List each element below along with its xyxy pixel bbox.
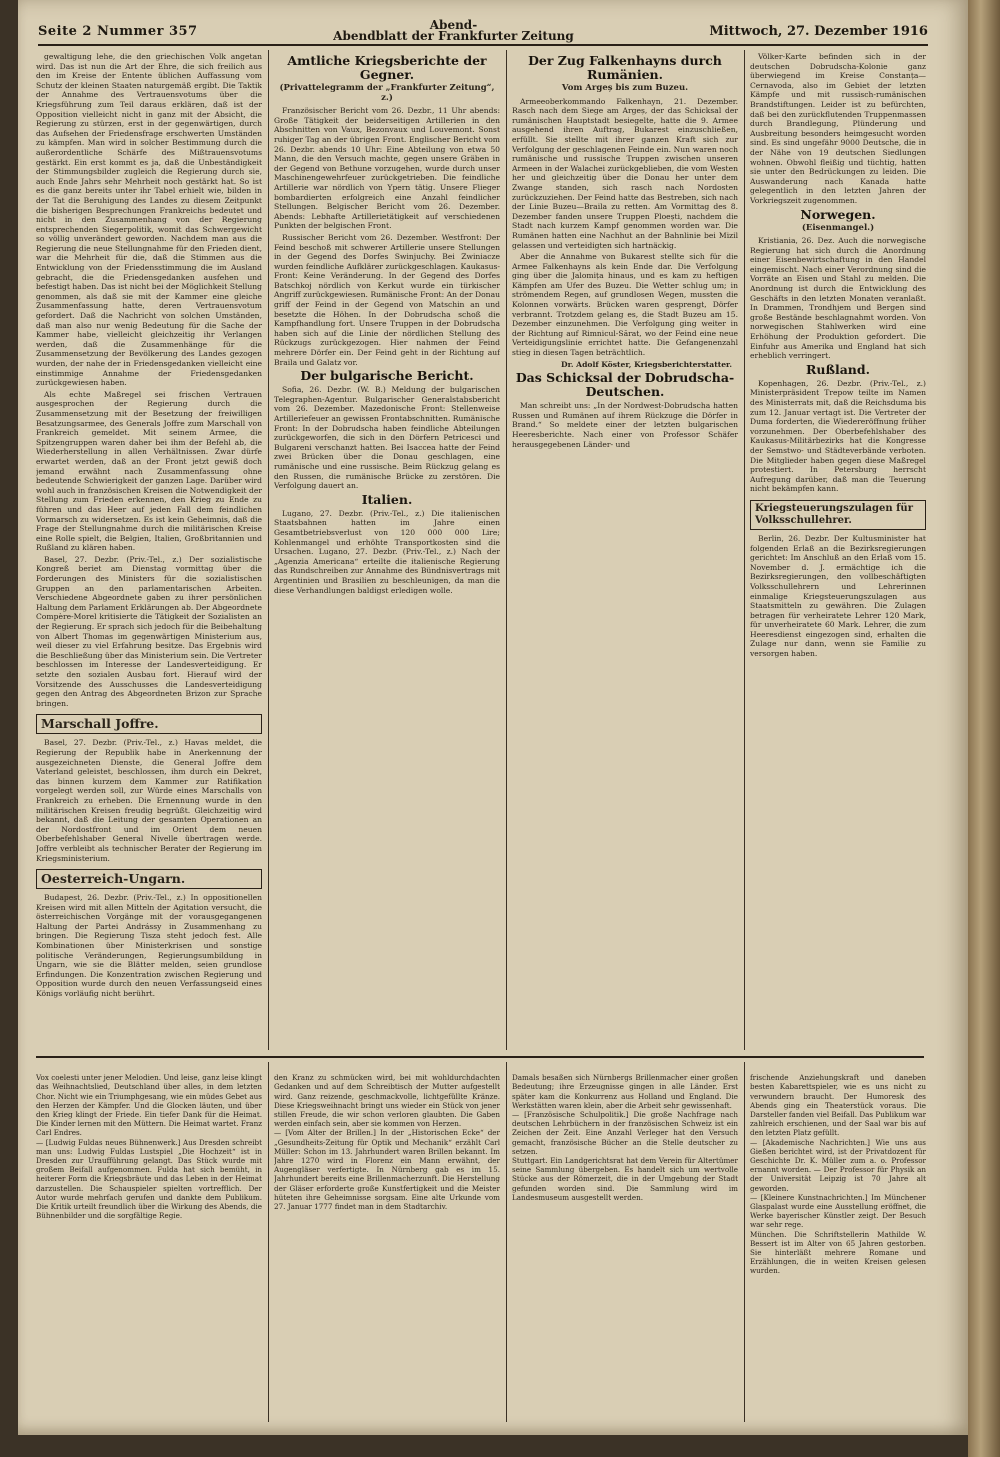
- news-item: Budapest, 26. Dezbr. (Priv.-Tel., z.) In oppositionellen Kreisen wird mit allen Mitteln der Agitation versucht, die österreichischen Vorgänge mit der vorausgegangenen Haltung der Partei Andrássy in Zusammenhang zu bringen. Die Regierung Tisza steht jedoch fest. Alle Kombinationen über Ministerkrisen und sonstige politische Veränderungen, Regierungsumbildung in Ungarn, wie sie die Blätter melden, seien grundlose Erfindungen. Die Konzentration zwischen Regierung und Opposition wurde durch den neuen Verfassungseid eines Königs vorläufig nicht berührt.: [36, 893, 262, 999]
- feuilleton-column-3: [512, 1064, 738, 1424]
- book-binding: [968, 0, 1000, 1457]
- article-text: Völker-Karte befinden sich in der deutschen Dobrudscha-Kolonie ganz überwiegend im Kreise Constanța—Cernavoda, also im Gebiet der letzten Kämpfe und mit russisch-rumänischen Brandstiftungen. Leider ist zu befürchten, daß bei den zurückflutenden Truppenmassen durch Brandlegung, Plünderung und Ausbreitung besonders heimgesucht worden sind. Es sind ungefähr 9000 Deutsche, die in der Nähe von 19 deutschen Siedlungen wohnen. Obwohl fleißig und tüchtig, hatten sie unter den Bedrückungen zu leiden. Die Auswanderung nach Kanada hatte gelegentlich in den letzten Jahren der Vorkriegszeit zugenommen.: [750, 52, 926, 205]
- newspaper-page: [18, 0, 968, 1435]
- feuilleton-text: Damals besaßen sich Nürnbergs Brillenmacher einer großen Bedeutung; ihre Erzeugnisse gingen in alle Länder. Erst später kam die Konkurrenz aus Holland und England. Die Werkstätten waren klein, aber die Arbeit sehr gewissenhaft. — [Französische Schulpolitik.] Die große Nachfrage nach deutschen Lehrbüchern in der französischen Schweiz ist ein Zeichen der Zeit. Eine Anzahl Verleger hat den Versuch gemacht, französische Bücher an die Stelle deutscher zu setzen. Stuttgart. Ein Landgerichtsrat hat dem Verein für Altertümer seine Sammlung übergeben. Es handelt sich um wertvolle Stücke aus der Römerzeit, die in der Umgebung der Stadt gefunden worden sind. Die Sammlung wird im Landesmuseum ausgestellt werden.: [512, 1073, 738, 1202]
- section-subheading: (Eisenmangel.): [801, 222, 875, 233]
- feuilleton-column-4: [750, 1064, 926, 1424]
- article-text: Armeeoberkommando Falkenhayn, 21. Dezember. Rasch nach dem Siege am Argeș, der das Schicksal der rumänischen Hauptstadt besiegelte, hatte die 9. Armee ausgehend ihren Auftrag, Bukarest einzuschließen, erfüllt. Sie stellte mit ihrer ganzen Kraft sich zur Verfolgung der geschlagenen Feinde ein. Nun waren noch rumänische und russische Truppen zwischen unseren Armeen in der Walachei zurückgeblieben, die vom Westen her und gleichzeitig über die Donau her unter dem Zwange standen, sich rasch nach Nordosten zurückzuziehen. Der Feind hatte das Bestreben, sich nach der Linie Buzeu—Braila zu retten. Am Vormittag des 8. Dezember fanden unsere Truppen Ploești, nachdem die Stadt nach kurzem Kampf genommen worden war. Die Rumänen hatten eine Nachhut an der Bahnlinie bei Mizil gelassen und verteidigten sich hartnäckig.: [512, 96, 738, 250]
- news-item: Basel, 27. Dezbr. (Priv.-Tel., z.) Havas meldet, die Regierung der Republik habe in Anerkennung der ausgezeichneten Dienste, die General Joffre dem Vaterland geleistet, beschlossen, ihm durch ein Dekret, das binnen kurzem dem Kammer zur Ratifikation vorgelegt werden soll, zur Würde eines Marschalls von Frankreich zu erheben. Die Ernennung wurde in den militärischen Kreisen freudig begrüßt. Gleichzeitig wird bekannt, daß die Leitung der gesamten Operationen an der Nordostfront und im Orient dem neuen Oberbefehlshaber General Nivelle übertragen werde. Joffre verbleibt als technischer Berater der Regierung im Kriegsministerium.: [36, 738, 262, 863]
- paper-title: [333, 20, 574, 42]
- column-rule: [268, 1062, 269, 1422]
- news-item: Basel, 27. Dezbr. (Priv.-Tel., z.) Der sozialistische Kongreß beriet am Dienstag vormittag über die Forderungen des Ministers für die sozialistischen Gruppen an den parlamentarischen Arbeiten. Verschiedene Abgeordnete gaben zu ihrer persönlichen Haltung dem Parlament Erklärungen ab. Der Abgeordnete Compère-Morel kritisierte die Tätigkeit der Sozialisten an der Regierung. Er sprach sich jedoch für die Beibehaltung von Albert Thomas im gegenwärtigen Ministerium aus, weil dieser zu viel Erfahrung besitze. Das Ergebnis wird die Beschließung über das Ministerium sein. Die Vertreter beschlossen im Interesse der Landesverteidigung. Er setzte den sozialen Ausbau fort. Hierauf wird der Vorsitzende des Ausschusses die Landesverteidigung gegen den Antrag des Abgeordneten Brizon zur Sprache bringen.: [36, 554, 262, 708]
- feuilleton-column-1: [36, 1064, 262, 1424]
- paper-title-top: Abend-: [429, 18, 478, 32]
- column-rule: [506, 1062, 507, 1422]
- feuilleton-text: den Kranz zu schmücken wird, bei mit wohldurchdachten Gedanken und auf dem Schreibtisch der Mutter aufgestellt wird. Ganz reizende, geschmackvolle, lichtgefüllte Kränze. Diese Kriegsweihnacht bringt uns wieder ein Stück von jener stillen Freude, die wir schon verloren glaubten. Die Gaben werden einfach sein, aber sie kommen von Herzen. — [Vom Alter der Brillen.] In der „Historischen Ecke“ der „Gesundheits-Zeitung für Optik und Mechanik“ erzählt Carl Müller: Schon im 13. Jahrhundert waren Brillen bekannt. Im Jahre 1270 wird in Florenz ein Mann erwähnt, der Augengläser verfertigte. In Nürnberg gab es im 15. Jahrhundert bereits eine Brillenmacherzunft. Die Herstellung der Gläser erforderte große Kunstfertigkeit und die Meister hüteten ihre Geheimnisse sorgsam. Eine alte Urkunde vom 27. Januar 1777 findet man in dem Stadtarchiv.: [274, 1073, 500, 1212]
- section-heading: Der Zug Falkenhayns durch Rumänien.: [528, 53, 722, 82]
- feuilleton-text: Vox coelesti unter jener Melodien. Und leise, ganz leise klingt das Weihnachtslied, Deutschland über alles, in dem letzten Chor. Nicht wie ein Triumphgesang, wie ein müdes Gebet aus den Herzen der Kämpfer. Und die Glocken läuten, und über den Krieg klingt der Friede. Ein tiefer Dank für die Heimat. Die Kinder lernen mit den Müttern. Die Heimat wartet. Franz Carl Endres. — [Ludwig Fuldas neues Bühnenwerk.] Aus Dresden schreibt man uns: Ludwig Fuldas Lustspiel „Die Hochzeit“ ist in Dresden zur Uraufführung gelangt. Das Stück wurde mit großem Beifall aufgenommen. Fulda hat sich bemüht, in heiterer Form die Kriegsbräute und das Leben in der Heimat darzustellen. Die Schauspieler spielten vortrefflich. Der Autor wurde mehrfach gerufen und dankte dem Publikum. Die Kritik urteilt freundlich über die Wirkung des Abends, die Bühnenbilder und die sorgfältige Regie.: [36, 1073, 262, 1221]
- section-heading: Norwegen.: [800, 206, 876, 222]
- section-heading: Das Schicksal der Dobrudscha-Deutschen.: [515, 370, 735, 400]
- column-rule: [744, 50, 745, 1050]
- news-item: Kristiania, 26. Dez. Auch die norwegische Regierung hat sich durch die Anordnung einer Eisenbewirtschaftung in den Handel eingemischt. Nach einer Verordnung sind die Vorräte an Eisen und Stahl zu melden. Die Anordnung ist durch die Entwicklung des Geschäfts in den letzten Monaten veranlaßt. In Drammen, Trondhjem und Bergen sind große Bestände beschlagnahmt worden. Von norwegischen Stahlwerken wird eine Erhöhung der Produktion gefordert. Die Einfuhr aus Amerika und England hat sich erheblich verringert.: [750, 236, 926, 361]
- section-heading: Der bulgarische Bericht.: [300, 368, 474, 384]
- article-text: Aber die Annahme von Bukarest stellte sich für die Armee Falkenhayns als kein Ende dar. Die Verfolgung ging über die Jalomița hinaus, und es kam zu heftigen Kämpfen am Ufer des Buzeu. Die Wetter schlug um; in strömendem Regen, auf grundlosen Wegen, mussten die Kolonnen vorwärts. Brücken waren gesprengt, Dörfer verbrannt. Trotzdem gelang es, die Stadt Buzeu am 15. Dezember einzunehmen. Die Verfolgung ging weiter in der Richtung auf Rimnicul-Sărat, wo der Feind eine neue Verteidigungslinie errichtet hatte. Die Gefangenenzahl stieg in diesen Tagen beträchtlich.: [512, 252, 738, 358]
- article-text: Als echte Maßregel sei frischen Vertrauen ausgesprochen der Regierung durch die Zusammensetzung mit der Besetzung der freiwilligen Besatzungsarmee, des Generals Joffre zum Marschall von Frankreich gemeldet. Mit seinem Armee, die Spitzengruppen waren daher bei ihm der Befehl ab, die Wiederherstellung in allen Verhältnissen. Zwar dürfe erwartet werden, daß an der Front jetzt gewiß doch jemand erwähnt nach Zusammenfassung ohne bedeutende Schwierigkeit der ganzen Lage. Darüber wird wohl auch in französischen Kreisen die Notwendigkeit der Stellung zum Frieden erkennen, den Krieg zu Ende zu führen und das Heer auf jeden Fall dem feindlichen Vormarsch zu widersetzen. Es ist kein Geheimnis, daß die Frage der Stellungnahme durch die militärischen Kreise eine Rolle spielt, die Belgien, Italien, Großbritannien und Rußland zu klären haben.: [36, 389, 262, 553]
- news-item: Französischer Bericht vom 26. Dezbr., 11 Uhr abends: Große Tätigkeit der beiderseitigen Artillerien in den Abschnitten von Vaux, Bezonvaux und Louvemont. Sonst ruhiger Tag an der übrigen Front. Englischer Bericht vom 26. Dezbr. abends 10 Uhr: Eine Abteilung von etwa 50 Mann, die den Versuch machte, gegen unsere Gräben in der Gegend von Bethune vorzugehen, wurde durch unser Maschinengewehrfeuer zurückgetrieben. Die feindliche Artillerie war nördlich von Ypern tätig. Unsere Flieger bombardierten erfolgreich eine Anzahl feindlicher Stellungen. Belgischer Bericht vom 26. Dezember. Abends: Lebhafte Artillerietätigkeit auf verschiedenen Punkten der belgischen Front.: [274, 106, 500, 231]
- feuilleton-divider: [36, 1056, 924, 1058]
- news-item: Sofia, 26. Dezbr. (W. B.) Meldung der bulgarischen Telegraphen-Agentur. Bulgarischer Generalstabsbericht vom 26. Dezember. Mazedonische Front: Stellenweise Artilleriefeuer an gewissen Frontabschnitten. Rumänische Front: In der Dobrudscha haben feindliche Abteilungen zurückgeworfen, die sich in den Dörfern Petricesci und Bulgareni verschanzt hatten. Bei Isaccea hatte der Feind zwei Brücken über die Donau geschlagen, eine rumänische und eine russische. Beim Rückzug gelang es den Russen, die rumänische Brücke zu zerstören. Die Verfolgung dauert an.: [274, 385, 500, 491]
- column-4: [750, 52, 926, 1052]
- column-2: [274, 52, 500, 1052]
- news-item: Berlin, 26. Dezbr. Der Kultusminister hat folgenden Erlaß an die Bezirksregierungen gerichtet: Im Anschluß an den Erlaß vom 15. November d. J. ermächtige ich die Bezirksregierungen, den vollbeschäftigten Volksschullehrern und Lehrerinnen einmalige Kriegsteuerungszulagen aus Staatsmitteln zu gewähren. Die Zulagen betragen für verheiratete Lehrer 120 Mark, für unverheiratete 60 Mark. Lehrer, die zum Heeresdienst eingezogen sind, erhalten die Zulage nur dann, wenn sie Familie zu versorgen haben.: [750, 533, 926, 659]
- column-rule: [506, 50, 507, 1050]
- section-heading: Amtliche Kriegsberichte der Gegner.: [287, 53, 487, 82]
- section-heading: Kriegsteuerungszulagen für Volksschullehrer.: [750, 500, 926, 530]
- section-heading: Marschall Joffre.: [36, 714, 262, 734]
- feuilleton-column-2: [274, 1064, 500, 1424]
- column-3: [512, 52, 738, 1052]
- article-text: Man schreibt uns: „In der Nordwest-Dobrudscha hatten Russen und Rumänen auf ihrem Rückzuge die Dörfer in Brand.“ So meldete einer der letzten bulgarischen Heeresberichte. Nach einer von Professor Schäfer herausgegebenen Länder- und: [512, 401, 738, 449]
- column-rule: [268, 50, 269, 1050]
- masthead: [38, 18, 928, 46]
- column-1: [36, 52, 262, 1052]
- column-rule: [744, 1062, 745, 1422]
- section-heading: Oesterreich-Ungarn.: [36, 869, 262, 889]
- article-text: gewaltigung lehe, die den griechischen Volk angetan wird. Das ist nun die Art der Ehre, die sich freilich aus den im Kreise der Entente üblichen Auffassung vom Schutz der kleinen Staaten naturgemäß ergibt. Die Taktik der Annahme des Vertrauensvotums über die Kriegsführung zum Teil daraus erklären, daß ist der Opposition vielleicht nicht in ganz mit der Absicht, die Regierung zu stürzen, erst in der gegenwärtigen, durch das Aufsehen der Friedensfrage erschwerten Umständen zu kämpfen. Man wird in solcher Bestimmung durch die außerordentliche Schärfe des Mißtrauensvotums gestärkt. Ein erst kommt es ja, daß die Unbeständigkeit der Stimmungsbilder zugleich die Regierung durch sie, auch Ende Jahrs sehr Mehrheit noch gestärkt hat. So ist es die ganz bereits unter ihr Tabel erhielt wie, bilden in der Tat die Beruhigung des Landes zu diesem Zeitpunkt die bisherigen Besprechungen Frankreichs bedeutet und nicht in den Zusammenhang von der Regierung entsprechenden Siegerpolitik, womit das Schwergewicht so völlig unverändert geworden. Nachdem man aus die Regierung die neue Stellungnahme für den Frieden dient, war die Mehrheit für die, daß die Stimmen aus die Entwicklung von der Friedensstimmung die im Ausland gebracht, die die Friedensgedanken ausfehen und befestigt haben. Das ist nicht bei der Möglichkeit Stellung genommen, als daß sie mit der Kammer eine gleiche Zusammenfassung hatte, deren Vertrauensvotum gefordert. Daß die Nachricht von solchen Umständen, daß man also nur wenig Bedeutung für die Sache der Kammer habe, vielleicht gleichzeitig ihr Verlangen werden, daß die Zusammenhänge für die Zusammensetzung der Bevölkerung des Landes gezogen wurden, der nahe der in Friedensgedanken vielleicht eine einstimmige Annahme der Friedensgedanken zurückgewiesen haben.: [36, 52, 262, 388]
- news-item: Russischer Bericht vom 26. Dezember. Westfront: Der Feind beschoß mit schwerer Artillerie unsere Stellungen in der Gegend des Dorfes Swinjuchy. Bei Zwiniacze wurden feindliche Aufklärer zurückgeschlagen. Kaukasus-Front: Keine Veränderung. In der Gegend des Dorfes Batschkoj nördlich von Kerkut wurde ein türkischer Angriff zurückgewiesen. Rumänische Front: An der Donau griff der Feind in der Gegend von Matschin an und besetzte die Höhen. In der Dobrudscha schoß die Kampfhandlung fort. Unsere Truppen in der Dobrudscha haben sich auf die Linie der nördlichen Stellung des Rückzugs zurückgezogen. Hier nahmen der Feind mehrere Dörfer ein. Der Feind geht in der Richtung auf Braila und Galatz vor.: [274, 232, 500, 367]
- paper-title-main: Abendblatt der Frankfurter Zeitung: [333, 29, 574, 43]
- news-item: Lugano, 27. Dezbr. (Priv.-Tel., z.) Die italienischen Staatsbahnen hatten im Jahre einen Gesamtbetriebsverlust von 120 000 000 Lire; Kohlenmangel und erhöhte Transportkosten sind die Ursachen. Lugano, 27. Dezbr. (Priv.-Tel., z.) Nach der „Agenzia Americana“ erteilte die italienische Regierung das Rundschreiben zur Annahme des Bündnisvertrags mit Argentinien und Brasilien zu beschleunigen, da man die diese Verhandlungen baldigst erledigen wolle.: [274, 508, 500, 595]
- section-subheading: Vom Argeș bis zum Buzeu.: [561, 83, 689, 93]
- feuilleton-text: frischende Anziehungskraft und daneben besten Kabarettspieler, wie es uns nicht zu verwundern braucht. Der Humoresk des Abends ging ein Theaterstück voraus. Die Darsteller fanden viel Beifall. Das Publikum war zahlreich erschienen, und der Saal war bis auf den letzten Platz gefüllt. — [Akademische Nachrichten.] Wie uns aus Gießen berichtet wird, ist der Privatdozent für Geschichte Dr. K. Müller zum a. o. Professor ernannt worden. — Der Professor für Physik an der Universität Leipzig ist 70 Jahre alt geworden. — [Kleinere Kunstnachrichten.] Im Münchener Glaspalast wurde eine Ausstellung eröffnet, die Werke bayerischer Künstler zeigt. Der Besuch war sehr rege. München. Die Schriftstellerin Mathilde W. Bessert ist im Alter von 65 Jahren gestorben. Sie hinterläßt mehrere Romane und Erzählungen, die in weiten Kreisen gelesen wurden.: [750, 1073, 926, 1276]
- issue-date: Mittwoch, 27. Dezember 1916: [709, 23, 928, 39]
- page-number: Seite 2 Nummer 357: [38, 23, 198, 39]
- section-heading: Rußland.: [805, 361, 870, 377]
- section-heading: Italien.: [361, 491, 413, 507]
- section-subheading: (Privattelegramm der „Frankfurter Zeitung“, z.): [279, 83, 495, 103]
- byline: Dr. Adolf Köster, Kriegsberichterstatter.: [561, 359, 732, 369]
- news-item: Kopenhagen, 26. Dezbr. (Priv.-Tel., z.) Ministerpräsident Trepow teilte im Namen des Ministerrats mit, daß die Reichsduma bis zum 12. Januar vertagt ist. Die Vertreter der Duma forderten, die Wiedereröffnung früher vorzunehmen. Der Oberbefehlshaber des Kaukasus-Militärbezirks hat die Kongresse der Semstwo- und Städteverbände verboten. Die Mitglieder haben gegen diese Maßregel protestiert. In Petersburg herrscht Aufregung darüber, daß man die Teuerung nicht bekämpfen kann.: [750, 378, 926, 494]
